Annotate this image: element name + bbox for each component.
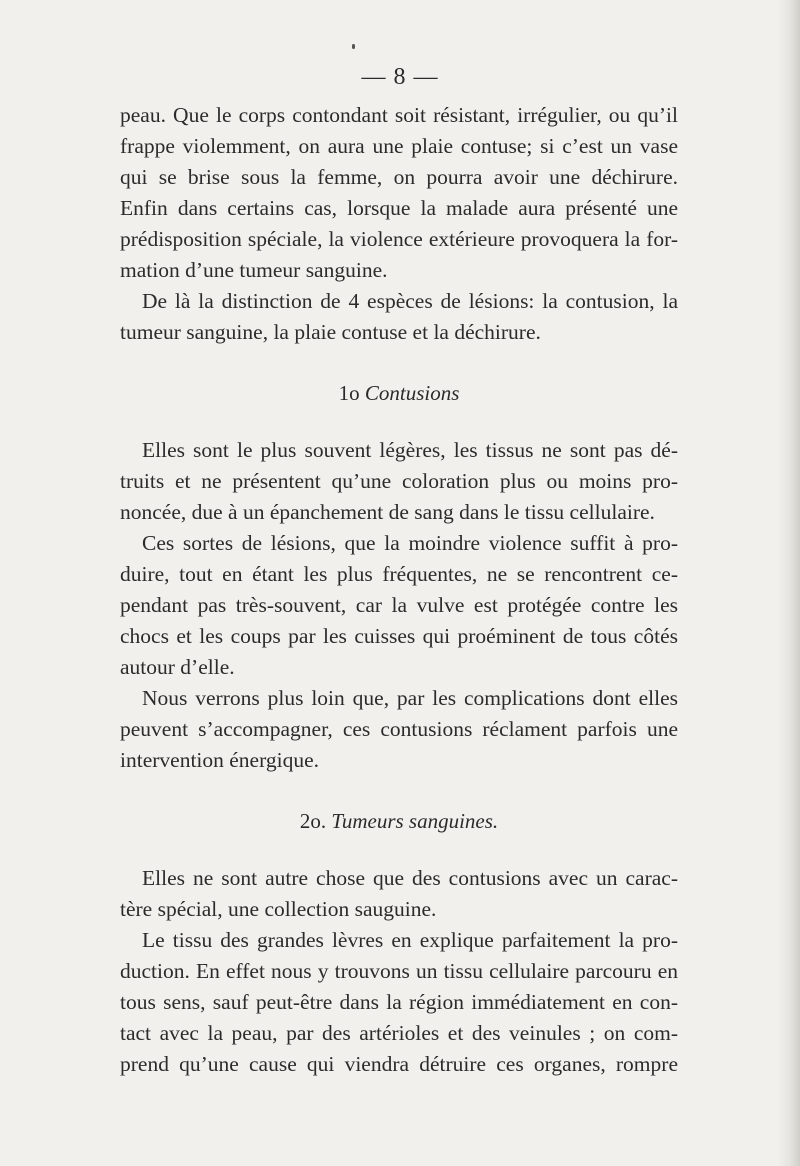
text-line: tère spécial, une collection sauguine. [120,897,437,921]
page-number: — 8 — [361,64,439,90]
section-number: 2o. [299,809,327,833]
text-line: tact avec la peau, par des artérioles et des veinules ; on com- [120,1021,678,1045]
text-line: Enfin dans certains cas, lorsque la malade aura présenté une [120,196,678,220]
text-line: chocs et les coups par les cuisses qui proéminent de tous côtés [120,624,678,648]
spacer [120,409,678,435]
section-number: 1o [338,381,360,405]
spacer [120,348,678,378]
text-line: duction. En effet nous y trouvons un tissu cellulaire parcouru en [120,959,678,983]
text-line: mation d’une tumeur sanguine. [120,258,388,282]
text-line: qui se brise sous la femme, on pourra avoir une déchirure. [120,165,678,189]
section-title: Tumeurs sanguines. [331,809,499,833]
text-line: intervention énergique. [120,748,320,772]
body-text [120,100,678,1080]
text-line: Le tissu des grandes lèvres en explique parfaitement la pro- [142,928,678,952]
paragraph-1 [120,100,678,286]
text-line: truits et ne présentent qu’une coloration plus ou moins pro- [120,469,678,493]
paragraph-2 [120,286,678,348]
text-line: tous sens, sauf peut-être dans la région immédiatement en con- [120,990,678,1014]
text-line: De là la distinction de 4 espèces de lésions: la contusion, la [142,289,678,313]
text-line: pendant pas très-souvent, car la vulve est protégée contre les [120,593,678,617]
section-heading-contusions [120,378,678,409]
text-line: Elles sont le plus souvent légères, les tissus ne sont pas dé- [142,438,678,462]
spacer [120,837,678,863]
text-line: peau. Que le corps contondant soit résistant, irrégulier, ou qu’il [120,103,678,127]
paragraph-5 [120,683,678,776]
text-line: Ces sortes de lésions, que la moindre violence suffit à pro- [142,531,678,555]
paragraph-3 [120,435,678,528]
paragraph-4 [120,528,678,683]
text-line: tumeur sanguine, la plaie contuse et la déchirure. [120,320,541,344]
ink-speck [352,44,355,49]
section-heading-tumeurs [120,806,678,837]
paragraph-7 [120,925,678,1080]
paragraph-6 [120,863,678,925]
text-line: Elles ne sont autre chose que des contusions avec un carac- [142,866,678,890]
text-line: prend qu’une cause qui viendra détruire ces organes, rompre [120,1052,678,1076]
text-line: noncée, due à un épanchement de sang dans le tissu cellulaire. [120,500,655,524]
section-title: Contusions [364,381,460,405]
spacer [120,776,678,806]
text-line: autour d’elle. [120,655,235,679]
text-line: prédisposition spéciale, la violence extérieure provoquera la for- [120,227,678,251]
text-line: frappe violemment, on aura une plaie contuse; si c’est un vase [120,134,678,158]
page-edge-shadow [778,0,800,1166]
text-line: peuvent s’accompagner, ces contusions réclament parfois une [120,717,678,741]
text-line: duire, tout en étant les plus fréquentes, ne se rencontrent ce- [120,562,678,586]
text-line: Nous verrons plus loin que, par les complications dont elles [142,686,678,710]
